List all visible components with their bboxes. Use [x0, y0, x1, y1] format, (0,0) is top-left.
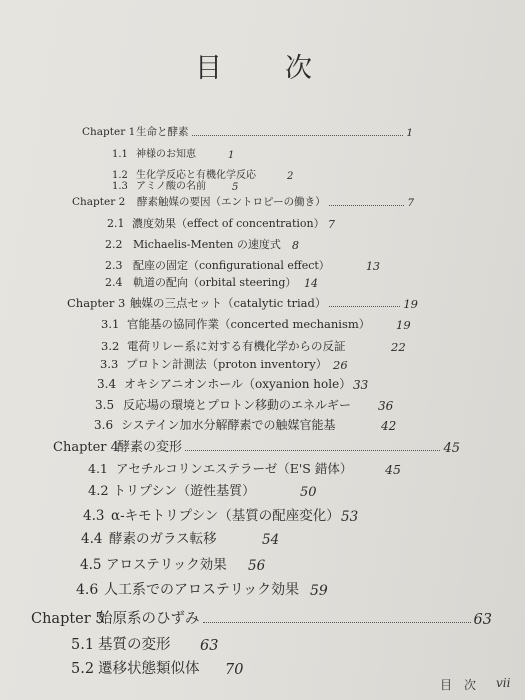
section-number: 3.1 — [101, 317, 120, 331]
section-title: オキシアニオンホール（oxyanion hole） — [124, 377, 352, 391]
page-ref: 53 — [341, 509, 359, 525]
page-ref: 42 — [381, 419, 397, 433]
dot-leader — [185, 450, 440, 451]
page-ref: 19 — [396, 318, 411, 332]
section-title: 遷移状態類似体 — [98, 661, 200, 677]
chapter-title: 生命と酵素 — [136, 126, 189, 138]
section-number: 2.3 — [105, 259, 123, 272]
section-title: 人工系でのアロステリック効果 — [104, 582, 300, 598]
section-number: 2.2 — [105, 238, 123, 251]
chapter-title: 酵素の変形 — [117, 440, 183, 455]
page-ref: 8 — [292, 239, 299, 252]
section-title: プロトン計測法（proton inventory） — [126, 357, 328, 371]
section-number: 3.2 — [101, 339, 120, 353]
section-number: 2.4 — [105, 276, 123, 289]
chapter-title: 酵素触媒の要因（エントロピーの働き） — [137, 196, 326, 208]
running-footer-title: 目 次 — [440, 678, 477, 692]
page-ref: 70 — [225, 662, 244, 678]
section-title: 電荷リレー系に対する有機化学からの反証 — [127, 339, 346, 353]
page-ref: 1 — [228, 150, 235, 161]
section-title: 生化学反応と有機化学反応 — [136, 170, 256, 181]
page-ref: 36 — [378, 399, 394, 413]
page-ref: 59 — [310, 583, 328, 599]
section-number: 3.5 — [95, 398, 115, 412]
page-ref: 7 — [407, 197, 414, 209]
section-title: 反応場の環境とプロトン移動のエネルギー — [123, 398, 352, 412]
chapter-title: 触媒の三点セット（catalytic triad） — [130, 296, 327, 310]
page-ref: 63 — [473, 612, 492, 628]
section-title: 濃度効果（effect of concentration） — [132, 217, 325, 230]
chapter-number: Chapter 2 — [72, 196, 126, 208]
page-ref: 45 — [443, 441, 460, 456]
section-title: 軌道の配向（orbital steering） — [133, 276, 297, 289]
section-title: 神様のお知恵 — [136, 149, 196, 160]
section-title: 配座の固定（configurational effect） — [133, 259, 330, 272]
section-number: 2.1 — [107, 217, 125, 230]
dot-leader — [203, 622, 471, 623]
section-number: 4.1 — [88, 461, 108, 476]
section-number: 4.6 — [76, 582, 99, 598]
page-ref: 13 — [366, 260, 380, 273]
section-number: 3.4 — [97, 377, 117, 391]
section-number: 4.5 — [80, 557, 102, 573]
chapter-number: Chapter 5 — [31, 611, 105, 627]
section-number: 4.3 — [83, 508, 105, 524]
section-title: アミノ酸の名前 — [136, 181, 206, 192]
chapter-title: 始原系のひずみ — [98, 611, 200, 627]
section-title: 基質の変形 — [98, 637, 171, 653]
section-number: 1.2 — [112, 170, 128, 181]
section-title: アセチルコリンエステラーゼ（E'S 錯体） — [116, 461, 353, 476]
section-number: 5.2 — [71, 661, 95, 677]
section-number: 3.6 — [94, 418, 114, 432]
page-ref: 33 — [353, 378, 369, 392]
page-ref: 1 — [406, 127, 413, 139]
page-ref: 54 — [262, 532, 280, 548]
chapter-number: Chapter 3 — [67, 296, 126, 310]
page-ref: 22 — [391, 340, 406, 354]
section-number: 4.4 — [81, 531, 103, 547]
page-ref: 56 — [248, 558, 266, 574]
page-ref: 63 — [200, 638, 219, 654]
dot-leader — [329, 205, 405, 206]
section-title: システイン加水分解酵素での触媒官能基 — [121, 418, 336, 432]
section-title: 官能基の協同作業（concerted mechanism） — [127, 317, 371, 331]
section-number: 3.3 — [100, 357, 119, 371]
page-ref: 19 — [403, 297, 418, 311]
section-title: α-キモトリプシン（基質の配座変化） — [111, 508, 340, 524]
page-title: 目 次 — [195, 53, 330, 84]
section-title: アロステリック効果 — [106, 557, 227, 573]
section-number: 5.1 — [71, 637, 95, 653]
section-title: 酵素のガラス転移 — [109, 531, 217, 547]
dot-leader — [329, 306, 400, 307]
dot-leader — [192, 135, 404, 136]
chapter-number: Chapter 4 — [53, 440, 119, 455]
page-ref: 7 — [328, 218, 335, 231]
page-ref: 5 — [232, 182, 239, 193]
page-ref: 2 — [287, 171, 294, 182]
section-number: 1.1 — [112, 149, 128, 160]
page-ref: 26 — [333, 358, 348, 372]
page-ref: 50 — [300, 485, 317, 500]
section-number: 4.2 — [88, 484, 109, 499]
page-ref: 14 — [304, 277, 318, 290]
section-title: Michaelis-Menten の速度式 — [133, 238, 281, 251]
page-ref: 45 — [385, 462, 401, 477]
chapter-number: Chapter 1 — [82, 126, 136, 138]
page-number: vii — [496, 676, 511, 690]
section-number: 1.3 — [112, 181, 128, 192]
section-title: トリプシン（遊性基質） — [113, 484, 256, 499]
